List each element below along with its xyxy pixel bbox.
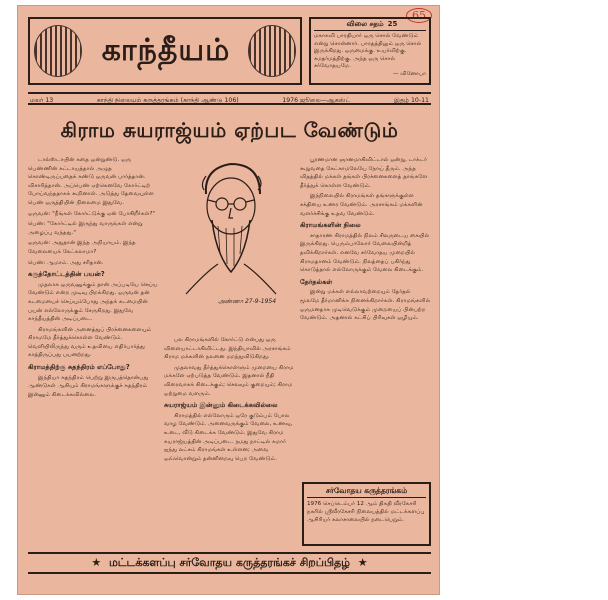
notice-title: சர்வோதய கருத்தரங்கம் xyxy=(307,486,426,498)
paragraph: ஒருவன்: அதுதான் இந்த அநியாயம். இந்த வேலையைக் கேட்கலாமா? xyxy=(28,240,136,255)
price-value: 25 xyxy=(387,20,398,28)
issue-volume: இதழ் 10-11 xyxy=(394,97,429,104)
masthead-title: காந்தீயம் xyxy=(101,33,231,68)
portrait-illustration xyxy=(176,154,286,304)
quote-author: — வினோபா xyxy=(392,70,426,77)
paragraph: கிராமங்களின் அனைத்துப் பிரச்னைகளையும் கிராமமே தீர்த்துக்கொள்ள வேண்டும். வெளியிலிருந்து வரும் உதவியை எதிர்பார்த்து காத்திருப்பது பயனற்றது. xyxy=(28,326,152,359)
paragraph: டால்ஸ்டாயின் கதை ஒன்றுண்டு. ஒரு பெண்ணின் கட்டாயத்தால் அழுத கொண்டிருப்பதைக் கண்டு ஒருவன் பார்த்தான். விசாரித்தான். அப்பெண் ஏற்கெனவே கோர்ட்டிற் போய்வந்ததாகக் கூறினாள். அடுத்து தேவையுள்ள பெண் ஒருத்தியின் நிலைமை இதுவே. xyxy=(28,157,154,206)
paragraph: இந்நிலையில் கிராமங்கள் தங்களுக்குள்ள சக்தியை உணர வேண்டும். அரசாங்கம் மக்களின் வளர்ச்சிக்கு உதவ வேண்டும். xyxy=(300,193,423,217)
paragraph: ஒருவன்: "நீங்கள் கோர்ட்டுக்கு ஏன் போகிறீர்கள்?" xyxy=(28,210,155,217)
section-heading: சுயராஜ்யம் இன்னும் கிடைக்கவில்லை xyxy=(164,401,278,410)
paragraph: இந்தியா சுதந்திரம் பெற்று இருபத்தொன்பது ஆண்டுகள் ஆகியும் கிராமங்களுக்குச் சுதந்திரம் இன்னும் கிடைக்கவில்லை. xyxy=(28,374,149,398)
footer-text: மட்டக்களப்பு சர்வோதய கருத்தரங்கச் சிறப்பிதழ் xyxy=(108,556,351,569)
handwritten-page-number: 65 xyxy=(406,8,432,23)
issue-place: காந்தி நிலையம் கருத்தரங்கம் (காந்தி ஆண்டு 106) xyxy=(96,97,239,104)
right-column xyxy=(300,156,431,476)
star-icon: ★ xyxy=(357,556,368,569)
footer-banner xyxy=(28,552,431,574)
paragraph: பூரணமான ஞானமாகிவிட்டால் ஒன்று, டாக்டர் கூறுவதை கேட்காமலேயே நோய் தீரும். அந்த விதத்தில் மக்கள் தங்கள் பிரச்னைகளைத் தாங்களே தீர்த்துக் கொள்ள வேண்டும். xyxy=(300,157,428,189)
paragraph: இன்று மக்கள் எல்லாவற்றையும் தேர்தல் மூலமே தீர்மானிக்க நினைக்கிறார்கள். கிராமங்களில் ஒருமனதாக முடிவெடுக்கும் முறையைப் பின்பற்ற வேண்டும். அதனால் கட்சிப் பிரிவுகள் ஒழியும். xyxy=(300,289,431,322)
section-heading: கிராமங்களின் நிலை xyxy=(300,221,361,230)
notice-box xyxy=(302,482,431,546)
issue-date: 1976 ஜூலை—ஆகஸ்ட் xyxy=(282,97,351,104)
elephant-emblem-icon xyxy=(34,25,82,77)
paragraph: பல கிராமங்களில் கோர்ட்டு என்பது ஒரு விளையாட்டாகிவிட்டது. இந்தியாவில் அரசாங்கம் கிராம மக்களின் நலனை மறந்துவிடுகிறது. xyxy=(164,337,291,361)
headline: கிராம சுயராஜ்யம் ஏற்பட வேண்டும் xyxy=(60,118,399,142)
masthead xyxy=(28,17,302,85)
section-heading: கருத்தோட்டத்தின் பயன்? xyxy=(28,270,105,279)
section-heading: தேர்தல்கள் xyxy=(300,277,333,286)
paragraph: கிராமத்தில் எல்லோரும் ஒரே குடும்பம் போல வாழ வேண்டும். அனைவருக்கும் வேலை, உணவு, உடை, வீடு கிடைக்க வேண்டும். இதுவே கிராம சுயராஜ்யத்தின் அடிப்படை. நமது நாட்டில் சுமார் ஐந்து லட்சம் கிராமங்கள் உள்ளன; அவை ஒவ்வொன்றும் தன்னிறைவு பெற வேண்டும். xyxy=(164,412,293,462)
middle-column xyxy=(164,336,294,544)
quote-box xyxy=(309,17,431,85)
price-label: விலை சதம் xyxy=(346,20,384,28)
paragraph: பெண்: "கோர்ட்டில் இருந்து வாருங்கள் என்று அழைப்பு வந்தது." xyxy=(28,221,143,236)
portrait-signature: அண்ணா 27-9-1954 xyxy=(218,298,277,305)
issue-number: மலர் 13 xyxy=(30,97,54,104)
paragraph: முதலாக ஒருவனுக்கும் தான் அப்படியே செய்ய வேண்டும் என்ற முடிவு பிறக்கிறது. ஒருவன் தன் கடமையைச் செய்யும்போது அந்தக் கடமையின் பயன் எல்லோருக்கும் சேருகிறது. இதுவே காந்தீயத்தின் அடிப்படை. xyxy=(28,281,158,323)
section-heading: கிராமத்திற்கு சுதந்திரம் எப்போது? xyxy=(28,363,130,372)
issue-bar xyxy=(28,92,431,105)
paragraph: முதலாவது தீர்த்துக்கொள்ளும் முறையை கிராம மக்களே ஏற்படுத்த வேண்டும். இதனால் நீதி விரைவாகக் கிடைக்கும்; செலவும் குறையும்; கிராம ஒற்றுமை வளரும். xyxy=(164,364,294,397)
spinning-wheel-emblem-icon xyxy=(248,25,296,77)
paragraph: சாதாரண கிராமத்தில் நிலம் சிலருடைய கையில் இருக்கிறது. பெரும்பாலோர் வேலையின்றித் தவிக்கிறார்கள். எனவே சர்வோதய முறையில் கிராமதானம் வேண்டும். நிலத்தைப் பகிர்ந்து கொடுத்தால் எல்லோருக்கும் வேலை கிடைக்கும். xyxy=(300,232,430,274)
paragraph: பெண்: ஆமாம். அது சரிதான். xyxy=(28,259,104,266)
star-icon: ★ xyxy=(91,556,102,569)
left-column xyxy=(28,156,158,546)
newspaper-page xyxy=(17,5,440,595)
notice-body: 1976 செப்டெம்பர் 12 ஆம் திகதி வீரகேசரி நகரில் ஸ்ரீவீரகேசரி நிலையத்தில் மட்டக்களப்பு ஆசிரியர் கலாசாலையில் நடைபெறும். xyxy=(307,501,425,524)
price xyxy=(314,20,426,31)
quote-text: மகாகவி பாரதியார் ஒரு சொல் வேண்டும் என்று சொன்னார். பாரதத்திலும் ஒரு சொல் இருக்கிறது. ஒருமைக்கு. உயர்விற்கு. சமதர்மத்திற்கு. அந்த ஒரு சொல் சர்வோதயமே. xyxy=(314,33,422,70)
